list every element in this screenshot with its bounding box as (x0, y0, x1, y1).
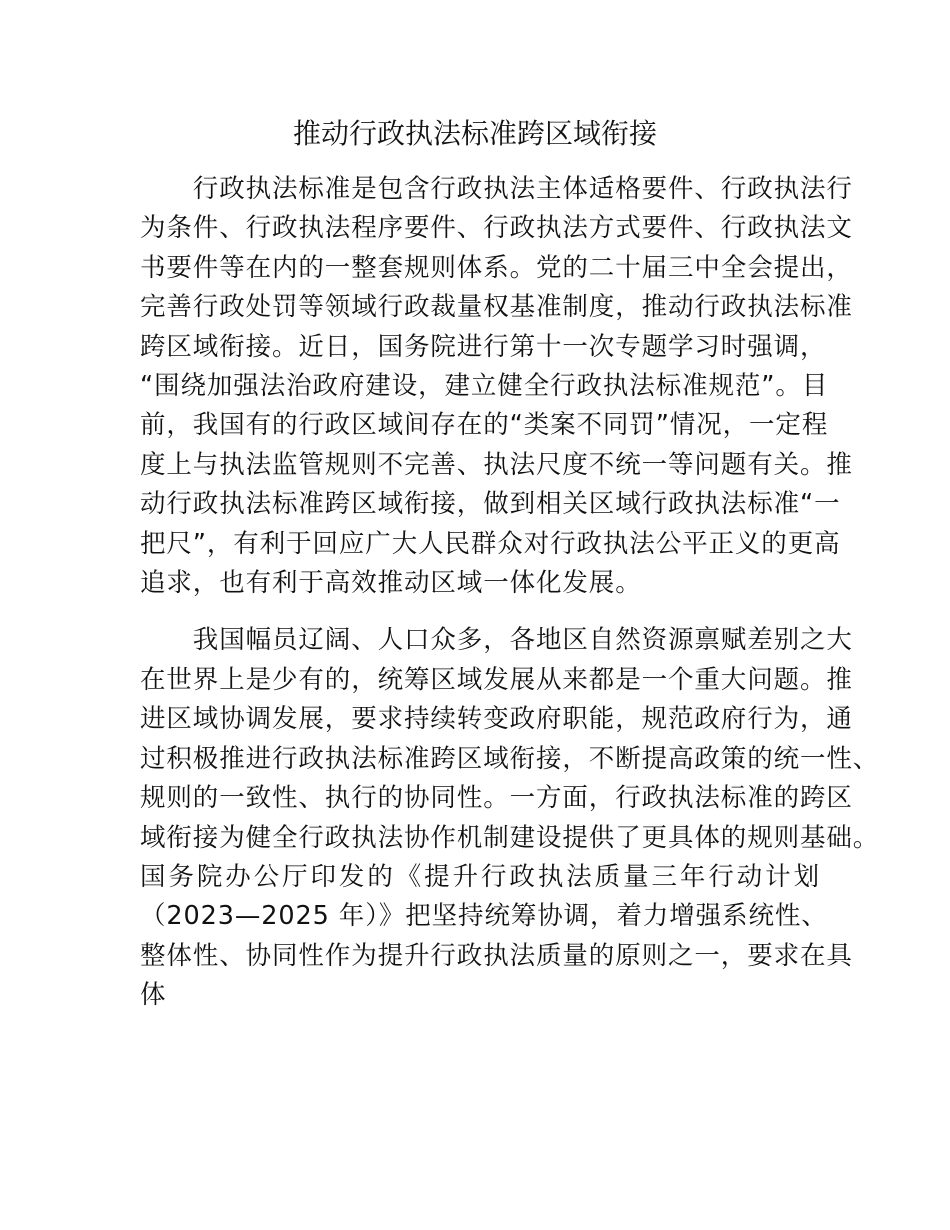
text-line: 动行政执法标准跨区域衔接，做到相关区域行政执法标准“一 (140, 489, 841, 520)
text-line: “围绕加强法治政府建设，建立健全行政执法标准规范”。目 (140, 371, 829, 402)
text-line: 书要件等在内的一整套规则体系。党的二十届三中全会提出， (140, 252, 853, 283)
text-line: 国务院办公厅印发的《提升行政执法质量三年行动计划 (140, 861, 820, 892)
text-line: 整体性、协同性作为提升行政执法质量的原则之一，要求在具 (140, 940, 853, 971)
text-line: 前，我国有的行政区域间存在的“类案不同罚”情况，一定程 (140, 410, 829, 441)
text-line: 域衔接为健全行政执法协作机制建设提供了更具体的规则基础。 (140, 822, 880, 853)
text-line: 进区域协调发展，要求持续转变政府职能，规范政府行为，通 (140, 704, 853, 735)
text-line: 完善行政处罚等领域行政裁量权基准制度，推动行政执法标准 (140, 292, 853, 323)
text-line: 为条件、行政执法程序要件、行政执法方式要件、行政执法文 (140, 213, 853, 244)
text-line: 行政执法标准是包含行政执法主体适格要件、行政执法行 (140, 174, 853, 204)
text-line: 体 (140, 980, 167, 1011)
text-line: 度上与执法监管规则不完善、执法尺度不统一等问题有关。推 (140, 449, 853, 480)
document-title: 推动行政执法标准跨区域衔接 (292, 117, 657, 150)
text-line: 我国幅员辽阔、人口众多，各地区自然资源禀赋差别之大 (140, 625, 853, 656)
text-line: 在世界上是少有的，统筹区域发展从来都是一个重大问题。推 (140, 664, 853, 695)
text-line: 规则的一致性、执行的协同性。一方面，行政执法标准的跨区 (140, 783, 853, 814)
text-line: 跨区域衔接。近日，国务院进行第十一次专题学习时强调， (140, 331, 827, 362)
text-line: 追求，也有利于高效推动区域一体化发展。 (140, 568, 642, 599)
text-line: （2023—2025 年）》把坚持统筹协调，着力增强系统性、 (140, 901, 828, 932)
document-body (140, 170, 880, 1016)
paragraph (140, 621, 880, 1015)
paragraph (140, 170, 853, 603)
text-line: 把尺”，有利于回应广大人民群众对行政执法公平正义的更高 (140, 528, 841, 559)
text-line: 过积极推进行政执法标准跨区域衔接，不断提高政策的统一性、 (140, 743, 880, 774)
